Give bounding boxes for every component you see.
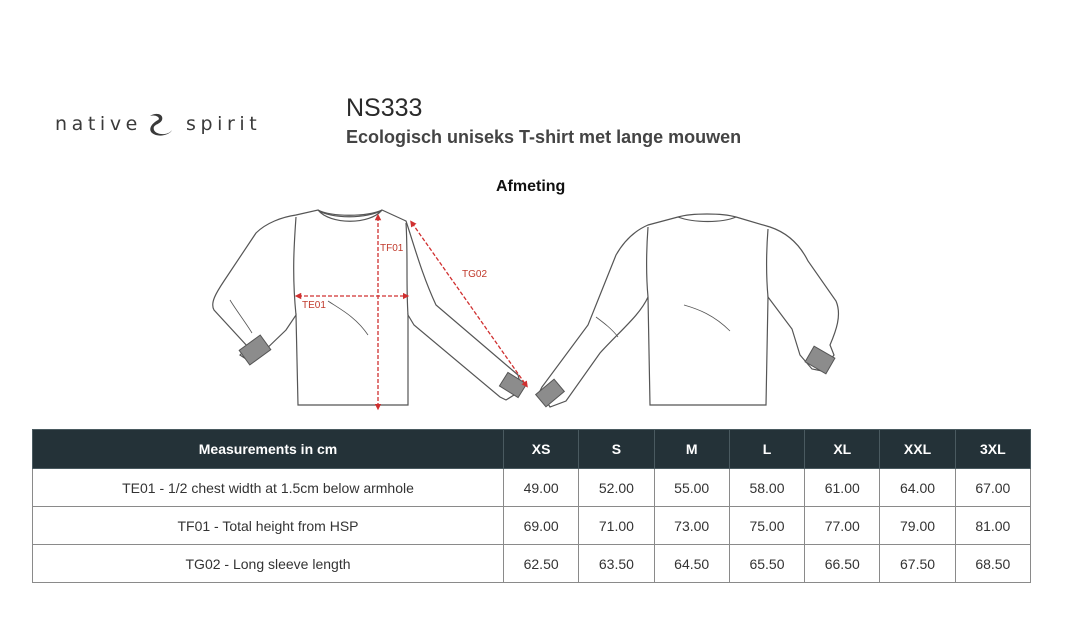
table-cell: 64.00 <box>880 469 955 507</box>
table-cell: 81.00 <box>955 507 1030 545</box>
table-cell: 77.00 <box>805 507 880 545</box>
brand-name-right: spirit <box>185 113 262 135</box>
table-cell: 58.00 <box>729 469 804 507</box>
header-measurements: Measurements in cm <box>33 430 504 469</box>
swirl-logo-icon <box>146 110 176 138</box>
table-row <box>33 469 1031 507</box>
table-cell: 62.50 <box>504 545 579 583</box>
header-size-3xl: 3XL <box>955 430 1030 469</box>
table-cell: 64.50 <box>654 545 729 583</box>
row-label: TE01 - 1/2 chest width at 1.5cm below armhole <box>33 469 504 507</box>
table-cell: 66.50 <box>805 545 880 583</box>
garment-figure <box>200 205 850 420</box>
table-cell: 65.50 <box>729 545 804 583</box>
table-cell: 49.00 <box>504 469 579 507</box>
header-size-xxl: XXL <box>880 430 955 469</box>
table-row <box>33 545 1031 583</box>
table-cell: 75.00 <box>729 507 804 545</box>
table-cell: 67.00 <box>955 469 1030 507</box>
table-cell: 67.50 <box>880 545 955 583</box>
product-code: NS333 <box>346 94 423 122</box>
table-cell: 79.00 <box>880 507 955 545</box>
table-cell: 68.50 <box>955 545 1030 583</box>
table-cell: 73.00 <box>654 507 729 545</box>
product-name: Ecologisch uniseks T-shirt met lange mouwen <box>346 127 742 147</box>
row-label: TF01 - Total height from HSP <box>33 507 504 545</box>
table-row <box>33 507 1031 545</box>
tg02-label: TG02 <box>462 269 488 280</box>
row-label: TG02 - Long sleeve length <box>33 545 504 583</box>
table-cell: 55.00 <box>654 469 729 507</box>
table-cell: 52.00 <box>579 469 654 507</box>
front-view <box>213 210 522 405</box>
back-view <box>540 214 838 407</box>
table-cell: 71.00 <box>579 507 654 545</box>
te01-label: TE01 <box>302 300 326 311</box>
header-size-m: M <box>654 430 729 469</box>
brand-logo <box>55 110 261 138</box>
header-size-xl: XL <box>805 430 880 469</box>
table-cell: 69.00 <box>504 507 579 545</box>
size-chart-table <box>32 429 1031 583</box>
header-size-l: L <box>729 430 804 469</box>
table-cell: 63.50 <box>579 545 654 583</box>
header-size-xs: XS <box>504 430 579 469</box>
table-header-row <box>33 430 1031 469</box>
tf01-label: TF01 <box>380 243 404 254</box>
tshirt-diagram <box>200 205 850 420</box>
section-title: Afmeting <box>496 178 566 195</box>
table-cell: 61.00 <box>805 469 880 507</box>
header-size-s: S <box>579 430 654 469</box>
brand-name-left: native <box>55 113 142 135</box>
